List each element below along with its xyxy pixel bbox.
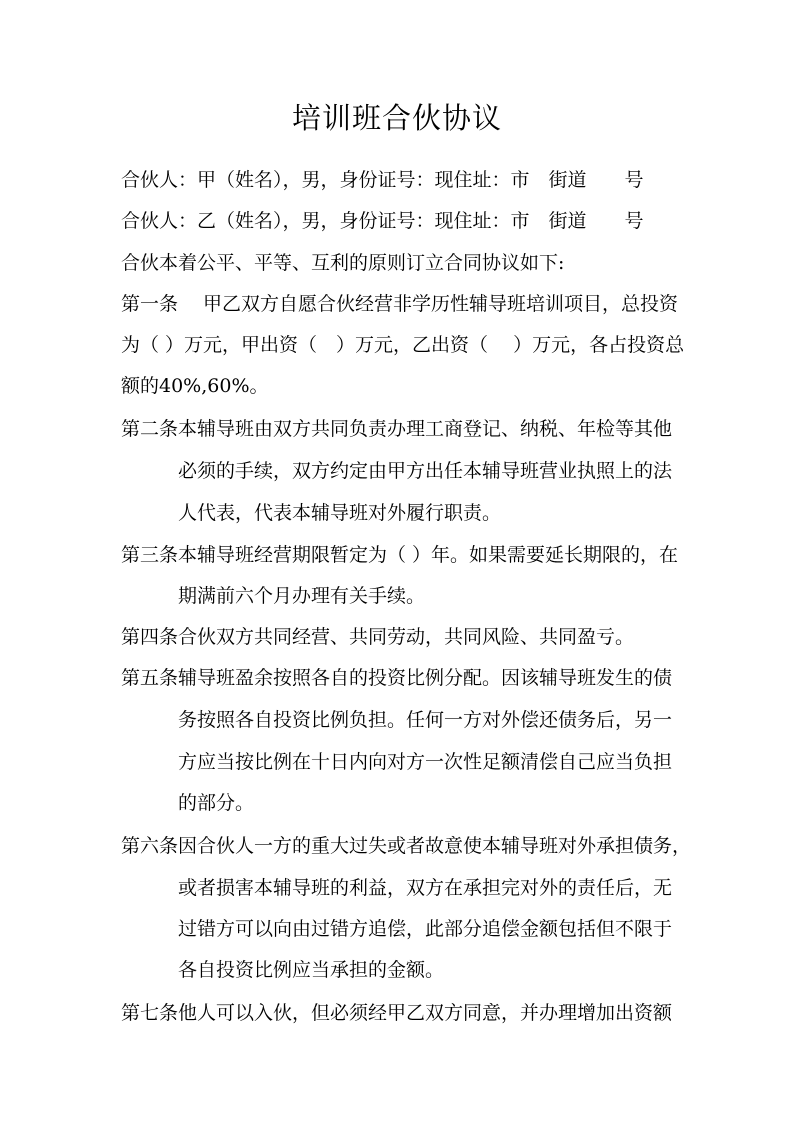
article-6-line-2: 或者损害本辅导班的利益，双方在承担完对外的责任后，无	[178, 877, 673, 899]
article-6-line-3: 过错方可以向由过错方追偿，此部分追偿金额包括但不限于	[178, 918, 673, 940]
article-2-line-2: 必须的手续，双方约定由甲方出任本辅导班营业执照上的法	[178, 460, 673, 482]
article-4-line-1: 第四条合伙双方共同经营、共同劳动，共同风险、共同盈亏。	[121, 626, 635, 648]
article-1-line-3: 额的40%,60%。	[121, 375, 269, 397]
article-2-line-3: 人代表，代表本辅导班对外履行职责。	[178, 502, 502, 524]
article-5-line-1: 第五条辅导班盈余按照各自的投资比例分配。因该辅导班发生的债	[121, 667, 673, 689]
article-6-line-4: 各自投资比例应当承担的金额。	[178, 959, 445, 981]
party-a-line: 合伙人：甲（姓名），男，身份证号：现住址：市 街道 号	[121, 169, 644, 191]
party-b-line: 合伙人：乙（姓名），男，身份证号：现住址：市 街道 号	[121, 210, 644, 232]
article-5-line-3: 方应当按比例在十日内向对方一次性足额清偿自己应当负担	[178, 751, 673, 773]
preamble-line: 合伙本着公平、平等、互利的原则订立合同协议如下:	[121, 252, 565, 274]
article-3-line-1: 第三条本辅导班经营期限暂定为（ ）年。如果需要延长期限的，在	[121, 544, 679, 566]
article-2-line-1: 第二条本辅导班由双方共同负责办理工商登记、纳税、年检等其他	[121, 418, 673, 440]
article-6-line-1: 第六条因合伙人一方的重大过失或者故意使本辅导班对外承担债务，	[121, 835, 692, 857]
article-1-line-1: 第一条 甲乙双方自愿合伙经营非学历性辅导班培训项目，总投资	[121, 293, 679, 315]
article-5-line-2: 务按照各自投资比例负担。任何一方对外偿还债务后，另一	[178, 709, 673, 731]
document-title: 培训班合伙协议	[291, 101, 502, 135]
article-3-line-2: 期满前六个月办理有关手续。	[178, 585, 426, 607]
article-7-line-1: 第七条他人可以入伙，但必须经甲乙双方同意，并办理增加出资额	[121, 1002, 673, 1024]
article-5-line-4: 的部分。	[178, 792, 255, 814]
article-1-line-2: 为（ ）万元，甲出资（ ）万元，乙出资（ ）万元，各占投资总	[121, 334, 685, 356]
